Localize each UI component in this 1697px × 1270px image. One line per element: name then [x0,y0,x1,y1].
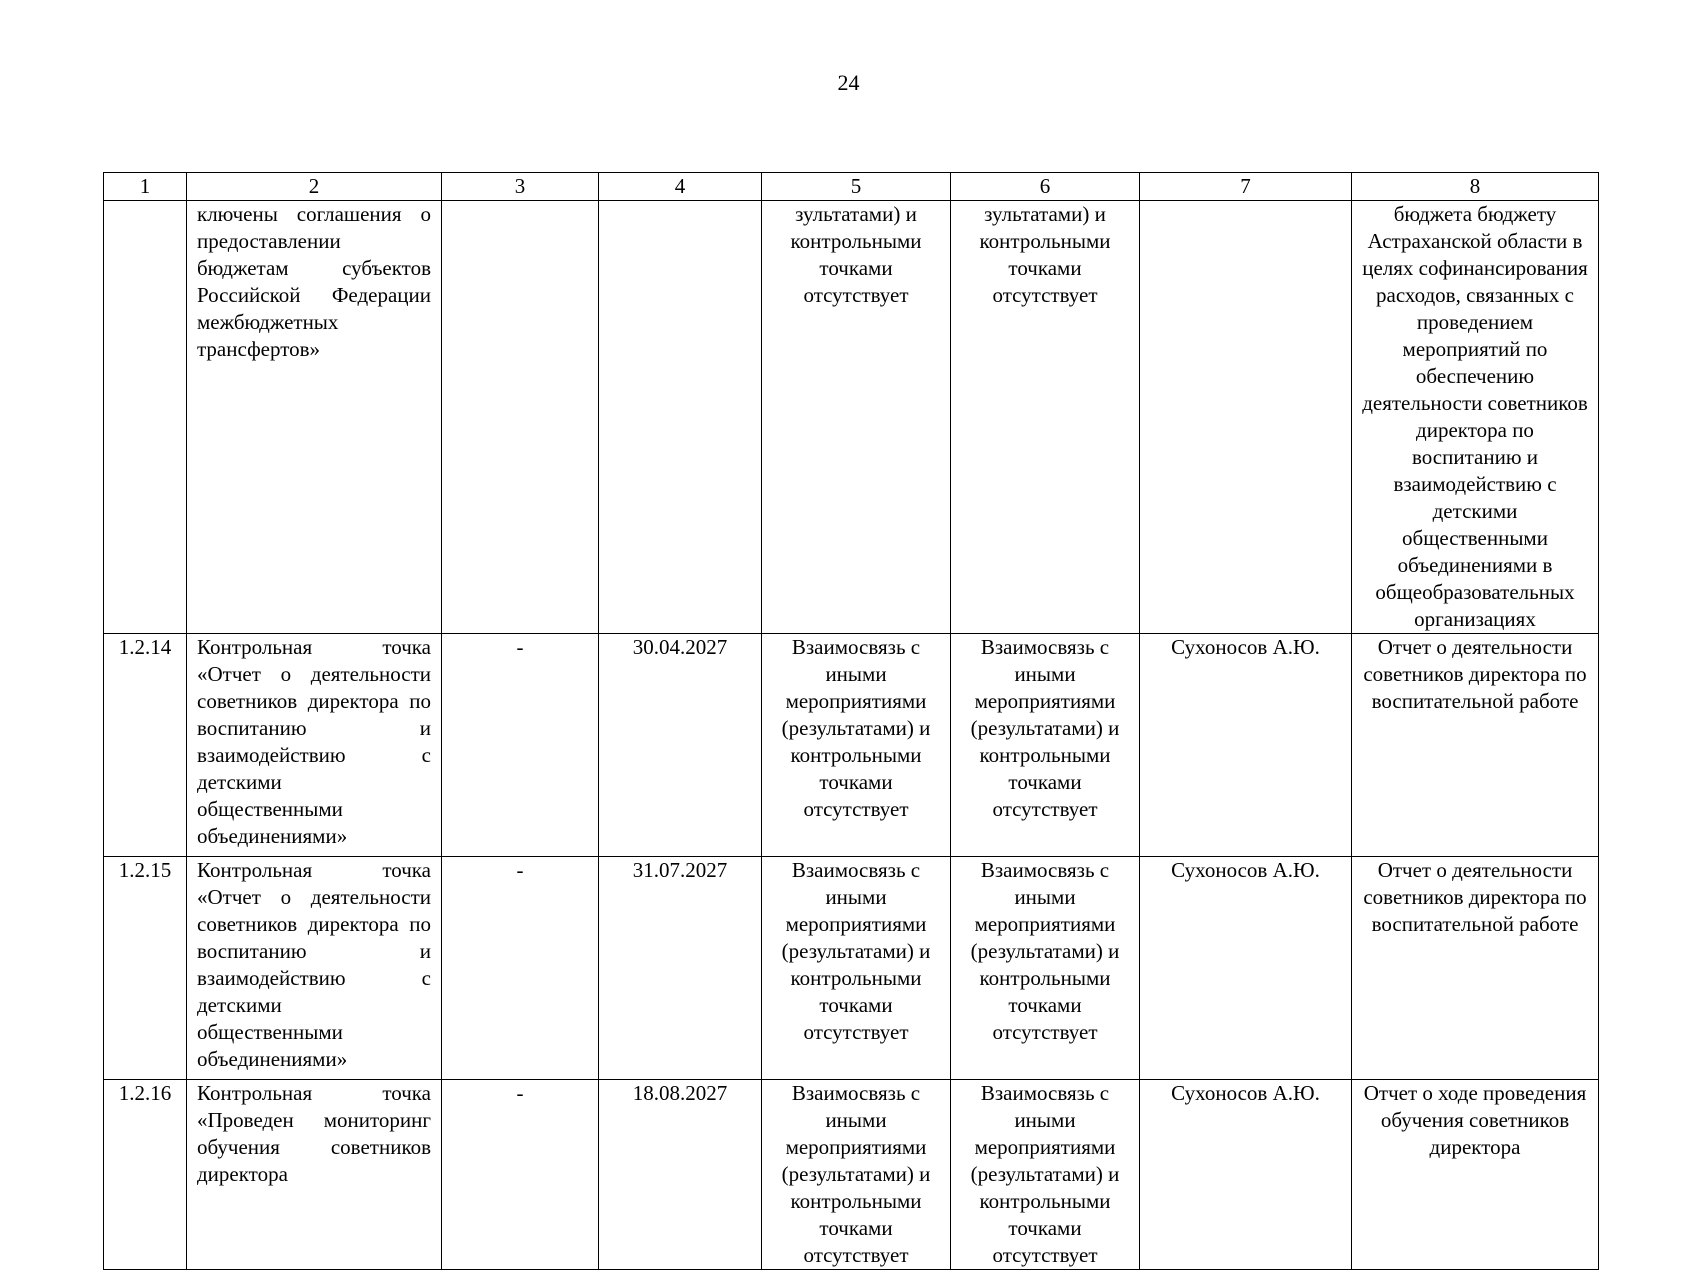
row-col5-cell: Взаимосвязь с иными мероприятиями (результатами) и контрольными точками отсутствует [762,857,951,1080]
row-name-cell: Контрольная точка «Отчет о деятельности советников директора по воспитанию и взаимодействию с детскими общественными объединениями» [187,857,442,1080]
row-col3-cell: - [442,857,599,1080]
row-document-cell: бюджета бюджету Астраханской области в целях софинансирования расходов, связанных с проведением мероприятий по обеспечению деятельности советников директора по воспитанию и взаимодействию с детскими общественными объединениями в общеобразовательных организациях [1352,201,1599,634]
row-col6-cell: зультатами) и контрольными точками отсутствует [951,201,1140,634]
row-name-cell: ключены соглашения о предоставлении бюджетам субъектов Российской Федерации межбюджетных трансфертов» [187,201,442,634]
column-header: 2 [187,173,442,201]
row-responsible-cell: Сухоносов А.Ю. [1140,634,1352,857]
row-date-cell: 30.04.2027 [599,634,762,857]
table-row [104,634,1599,857]
row-date-cell [599,201,762,634]
row-number-cell: 1.2.14 [104,634,187,857]
row-col3-cell: - [442,1080,599,1270]
column-header-row [104,173,1599,201]
column-header: 7 [1140,173,1352,201]
table-row [104,1080,1599,1270]
row-col6-cell: Взаимосвязь с иными мероприятиями (результатами) и контрольными точками отсутствует [951,857,1140,1080]
row-date-cell: 31.07.2027 [599,857,762,1080]
row-responsible-cell [1140,201,1352,634]
plan-table [103,172,1599,1270]
column-header: 4 [599,173,762,201]
row-col5-cell: зультатами) и контрольными точками отсутствует [762,201,951,634]
row-col6-cell: Взаимосвязь с иными мероприятиями (результатами) и контрольными точками отсутствует [951,1080,1140,1270]
row-col3-cell [442,201,599,634]
column-header: 6 [951,173,1140,201]
row-col5-cell: Взаимосвязь с иными мероприятиями (результатами) и контрольными точками отсутствует [762,634,951,857]
row-document-cell: Отчет о ходе проведения обучения советников директора [1352,1080,1599,1270]
row-number-cell: 1.2.15 [104,857,187,1080]
column-header: 3 [442,173,599,201]
table-row [104,857,1599,1080]
column-header: 5 [762,173,951,201]
row-col3-cell: - [442,634,599,857]
row-responsible-cell: Сухоносов А.Ю. [1140,1080,1352,1270]
table-row-continuation [104,201,1599,634]
row-name-cell: Контрольная точка «Проведен мониторинг обучения советников директора [187,1080,442,1270]
plan-table-container [103,172,1598,1267]
column-header: 8 [1352,173,1599,201]
page-number: 24 [837,70,860,95]
row-document-cell: Отчет о деятельности советников директора по воспитательной работе [1352,857,1599,1080]
column-header: 1 [104,173,187,201]
row-date-cell: 18.08.2027 [599,1080,762,1270]
row-col6-cell: Взаимосвязь с иными мероприятиями (результатами) и контрольными точками отсутствует [951,634,1140,857]
row-number-cell: 1.2.16 [104,1080,187,1270]
row-responsible-cell: Сухоносов А.Ю. [1140,857,1352,1080]
row-number-cell [104,201,187,634]
row-name-cell: Контрольная точка «Отчет о деятельности советников директора по воспитанию и взаимодействию с детскими общественными объединениями» [187,634,442,857]
row-col5-cell: Взаимосвязь с иными мероприятиями (результатами) и контрольными точками отсутствует [762,1080,951,1270]
row-document-cell: Отчет о деятельности советников директора по воспитательной работе [1352,634,1599,857]
